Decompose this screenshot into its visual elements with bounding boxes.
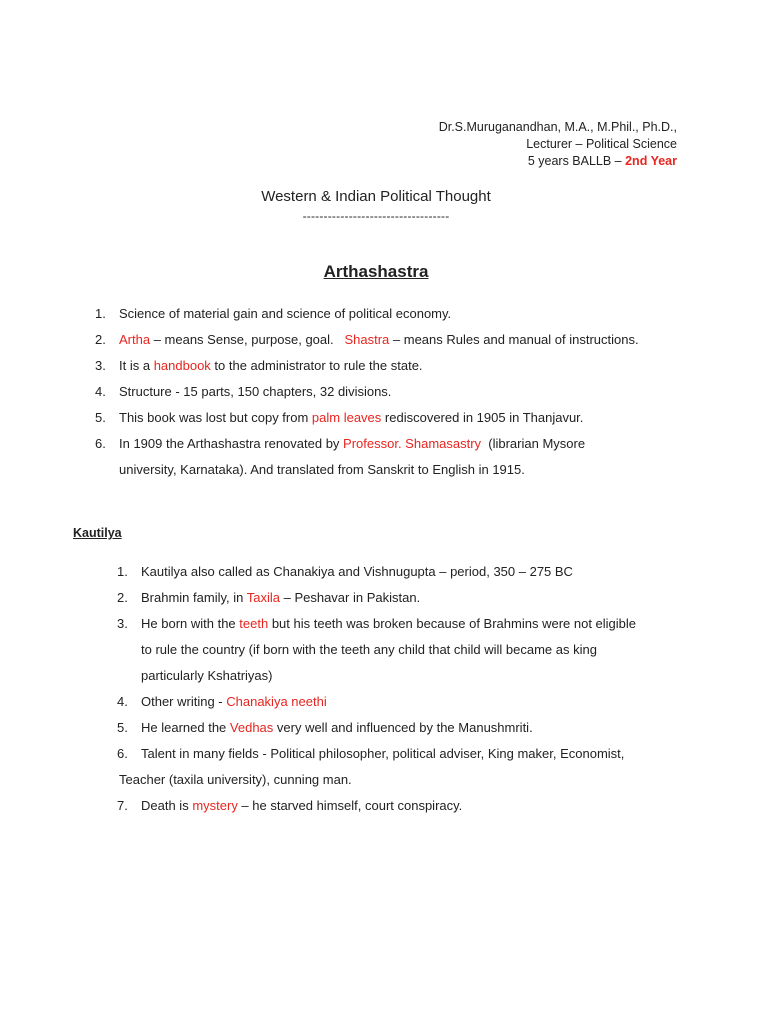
list-item: 7. Death is mystery – he starved himself, court conspiracy.: [117, 798, 463, 813]
section-heading-arthashastra: Arthashastra: [323, 262, 429, 281]
list-item: 6. In 1909 the Arthashastra renovated by Professor. Shamasastry (librarian Mysore university, Karnataka). And translated from Sanskrit to English in 1915.: [95, 436, 586, 477]
list-item: 2. Artha – means Sense, purpose, goal. Shastra – means Rules and manual of instructions.: [95, 332, 639, 347]
list-item: 3. He born with the teeth but his teeth was broken because of Brahmins were not eligible to rule the country (if born with the teeth any child that child will became as king particularly Kshatriyas): [117, 616, 637, 683]
author-position: Lecturer – Political Science: [526, 137, 677, 151]
author-course: 5 years BALLB – 2nd Year: [527, 154, 677, 168]
list-item: 2. Brahmin family, in Taxila – Peshavar in Pakistan.: [117, 590, 421, 605]
list-item: 5. He learned the Vedhas very well and influenced by the Manushmriti.: [117, 720, 533, 735]
author-name: Dr.S.Muruganandhan, M.A., M.Phil., Ph.D.,: [438, 120, 677, 134]
list-item: 4. Other writing - Chanakiya neethi: [117, 694, 327, 709]
list-item: 4. Structure - 15 parts, 150 chapters, 32 divisions.: [95, 384, 392, 399]
kautilya-list: [117, 559, 701, 819]
section-heading-kautilya: Kautilya: [73, 526, 122, 540]
document-title: Western & Indian Political Thought: [261, 188, 491, 205]
list-item: 6. Talent in many fields - Political philosopher, political adviser, King maker, Economist, Teacher (taxila university), cunning man.: [117, 746, 625, 787]
list-item: 5. This book was lost but copy from palm leaves rediscovered in 1905 in Thanjavur.: [95, 410, 584, 425]
list-item: 1. Science of material gain and science of political economy.: [95, 306, 452, 321]
author-block: [439, 119, 677, 170]
arthashastra-list: [95, 301, 719, 483]
course-year: 2nd Year: [625, 154, 677, 168]
title-underline: -----------------------------------: [302, 209, 450, 223]
list-item: 1. Kautilya also called as Chanakiya and Vishnugupta – period, 350 – 275 BC: [117, 564, 573, 579]
list-item: 3. It is a handbook to the administrator to rule the state.: [95, 358, 423, 373]
